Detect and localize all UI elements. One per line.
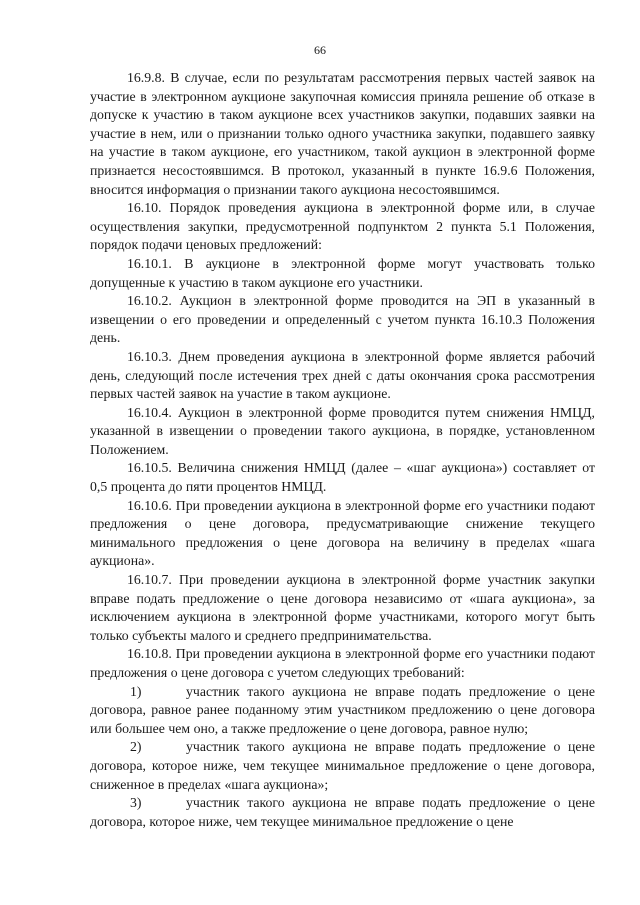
list-item-text: участник такого аукциона не вправе подать предложение о цене договора, равное ранее поданному этим участником предложению о цене договора или большее чем оно, а также предложение о цене договора, равное нулю; (90, 683, 595, 736)
document-body (90, 69, 595, 831)
paragraph-16-10-4: 16.10.4. Аукцион в электронной форме проводится путем снижения НМЦД, указанной в извещении о проведении такого аукциона, в порядке, установленном Положением. (90, 404, 595, 457)
list-item-number: 1) (130, 683, 142, 699)
paragraph-16-10-8: 16.10.8. При проведении аукциона в электронной форме его участники подают предложения о цене договора с учетом следующих требований: (90, 646, 595, 680)
paragraph-16-10-5: 16.10.5. Величина снижения НМЦД (далее – «шаг аукциона») составляет от 0,5 процента до пяти процентов НМЦД. (90, 460, 595, 495)
paragraph-16-10-3: 16.10.3. Днем проведения аукциона в электронной форме является рабочий день, следующий после истечения трех дней с даты окончания срока рассмотрения первых частей заявок на участие в таком аукционе. (90, 348, 595, 402)
list-item-text: участник такого аукциона не вправе подать предложение о цене договора, которое ниже, чем текущее минимальное предложение о цене договора, сниженное в пределах «шага аукциона»; (90, 739, 595, 792)
list-item (90, 683, 595, 739)
list-item-number: 2) (130, 739, 142, 755)
paragraph-16-10-1: 16.10.1. В аукционе в электронной форме могут участвовать только допущенные к участию в таком аукционе его участники. (90, 255, 595, 290)
paragraph-16-10: 16.10. Порядок проведения аукциона в электронной форме или, в случае осуществления закупки, предусмотренной подпунктом 2 пункта 5.1 Положения, порядок подачи ценовых предложений: (90, 200, 595, 253)
paragraph-16-9-8: 16.9.8. В случае, если по результатам рассмотрения первых частей заявок на участие в электронном аукционе закупочная комиссия приняла решение об отказе в допуске к участию в таком аукционе всех участников закупки, подавших заявки на участие в нем, или о признании только одного участника закупки, подавшего заявку на участие в таком аукционе, его участником, такой аукцион в электронной форме признается несостоявшимся. В протокол, указанный в пункте 16.9.6 Положения, вносится информация о признании такого аукциона несостоявшимся. (90, 70, 595, 197)
list-item (90, 738, 595, 794)
list-item-text: участник такого аукциона не вправе подать предложение о цене договора, которое ниже, чем текущее минимальное предложение о цене (90, 795, 595, 829)
list-item-number: 3) (130, 795, 142, 811)
page-number: 66 (314, 43, 326, 57)
list-item (90, 794, 595, 831)
paragraph-16-10-6: 16.10.6. При проведении аукциона в электронной форме его участники подают предложения о цене договора, предусматривающие снижение текущего минимального предложения о цене договора на величину в пределах «шага аукциона». (90, 497, 595, 569)
paragraph-16-10-2: 16.10.2. Аукцион в электронной форме проводится на ЭП в указанный в извещении о его проведении и определенный с учетом пункта 16.10.3 Положения день. (90, 293, 595, 346)
paragraph-16-10-7: 16.10.7. При проведении аукциона в электронной форме участник закупки вправе подать предложение о цене договора независимо от «шага аукциона», за исключением аукциона в электронной форме участниками, которого могут быть только субъекты малого и среднего предпринимательства. (90, 572, 595, 643)
